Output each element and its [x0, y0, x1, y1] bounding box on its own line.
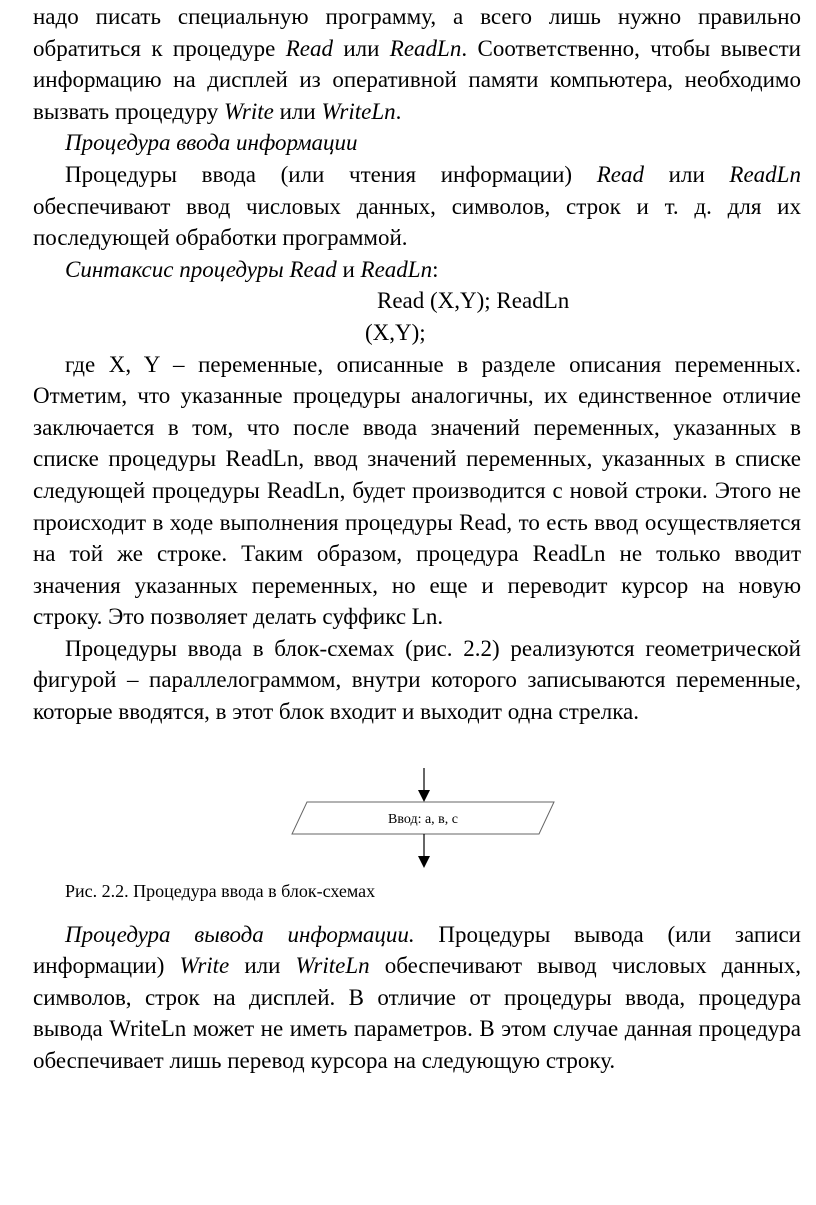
- text-run: Процедуры вывода (или записи информации): [33, 921, 801, 979]
- paragraph-input-procedures: [33, 159, 801, 254]
- flowchart-diagram: [33, 768, 801, 878]
- text-run: . Соответственно, чтобы вывести информацию на дисплей из оперативной памяти компьютера, необходимо вызвать процедуру: [33, 35, 801, 124]
- text-run: или: [273, 98, 322, 124]
- shape-label: Ввод: а, в, с: [388, 811, 458, 827]
- italic-term: ReadLn: [729, 161, 801, 187]
- paragraph-readln-description: где X, Y – переменные, описанные в разделе описания переменных. Отметим, что указанные процедуры аналогичны, их единственное отличие заключается в том, что после ввода значений переменных, указанных в списке процедуры ReadLn, ввод значений переменных, указанных в списке следующей процедуры ReadLn, будет производится с новой строки. Этого не происходит в ходе выполнения процедуры Read, то есть ввод осуществляется на той же строке. Таким образом, процедура ReadLn не только вводит значения указанных переменных, но еще и переводит курсор на новую строку. Это позволяет делать суффикс Ln.: [33, 351, 801, 630]
- text-run: или: [644, 161, 730, 187]
- text-run: или: [332, 35, 390, 61]
- syntax-line-2: (X,Y);: [365, 319, 426, 345]
- text-run: .: [395, 98, 402, 124]
- heading-input-procedure: [33, 127, 801, 159]
- arrow-out-head-icon: [418, 856, 430, 868]
- figure-input-block: [33, 768, 801, 901]
- italic-term: Синтаксис процедуры Read: [65, 256, 337, 282]
- text-run: обеспечивают ввод числовых данных, символов, строк и т. д. для их последующей обработки программой.: [33, 193, 801, 251]
- text-run: надо писать специальную программу, а всего лишь нужно правильно обратиться к процедуре: [33, 4, 801, 61]
- syntax-heading: [33, 254, 801, 286]
- figure-caption: Рис. 2.2. Процедура ввода в блок-схемах: [65, 880, 376, 901]
- italic-term: ReadLn: [389, 35, 462, 61]
- text-run: или: [229, 953, 296, 979]
- italic-term: Write: [224, 98, 274, 124]
- italic-heading: Процедура ввода информации: [65, 130, 358, 156]
- document-page: [33, 0, 801, 1077]
- text-run: обеспечивают вывод числовых данных, символов, строк на дисплей. В отличие от процедуры ввода, процедура вывода WriteLn может не иметь параметров. В этом случае данная процедура обеспечивает лишь перевод курсора на следующую строку.: [33, 953, 801, 1074]
- italic-heading: Процедура вывода информации.: [65, 921, 415, 947]
- syntax-line-1: Read (X,Y); ReadLn: [377, 288, 570, 314]
- italic-term: Read: [285, 35, 333, 61]
- paragraph-output-procedures: [33, 919, 801, 1077]
- italic-term: ReadLn: [360, 256, 433, 282]
- arrow-in-head-icon: [418, 790, 430, 802]
- italic-term: Write: [179, 953, 230, 979]
- paragraph-flowchart-description: Процедуры ввода в блок-схемах (рис. 2.2) реализуются геометрической фигурой – параллелограммом, внутри которого записываются переменные, которые вводятся, в этот блок входит и выходит одна стрелка.: [33, 635, 801, 725]
- text-run: Процедуры ввода (или чтения информации): [65, 161, 597, 187]
- text-run: :: [432, 256, 439, 282]
- paragraph-intro: [33, 1, 801, 127]
- italic-term: WriteLn: [295, 953, 370, 979]
- italic-term: WriteLn: [321, 98, 396, 124]
- italic-term: Read: [596, 161, 644, 187]
- text-run: и: [336, 256, 361, 282]
